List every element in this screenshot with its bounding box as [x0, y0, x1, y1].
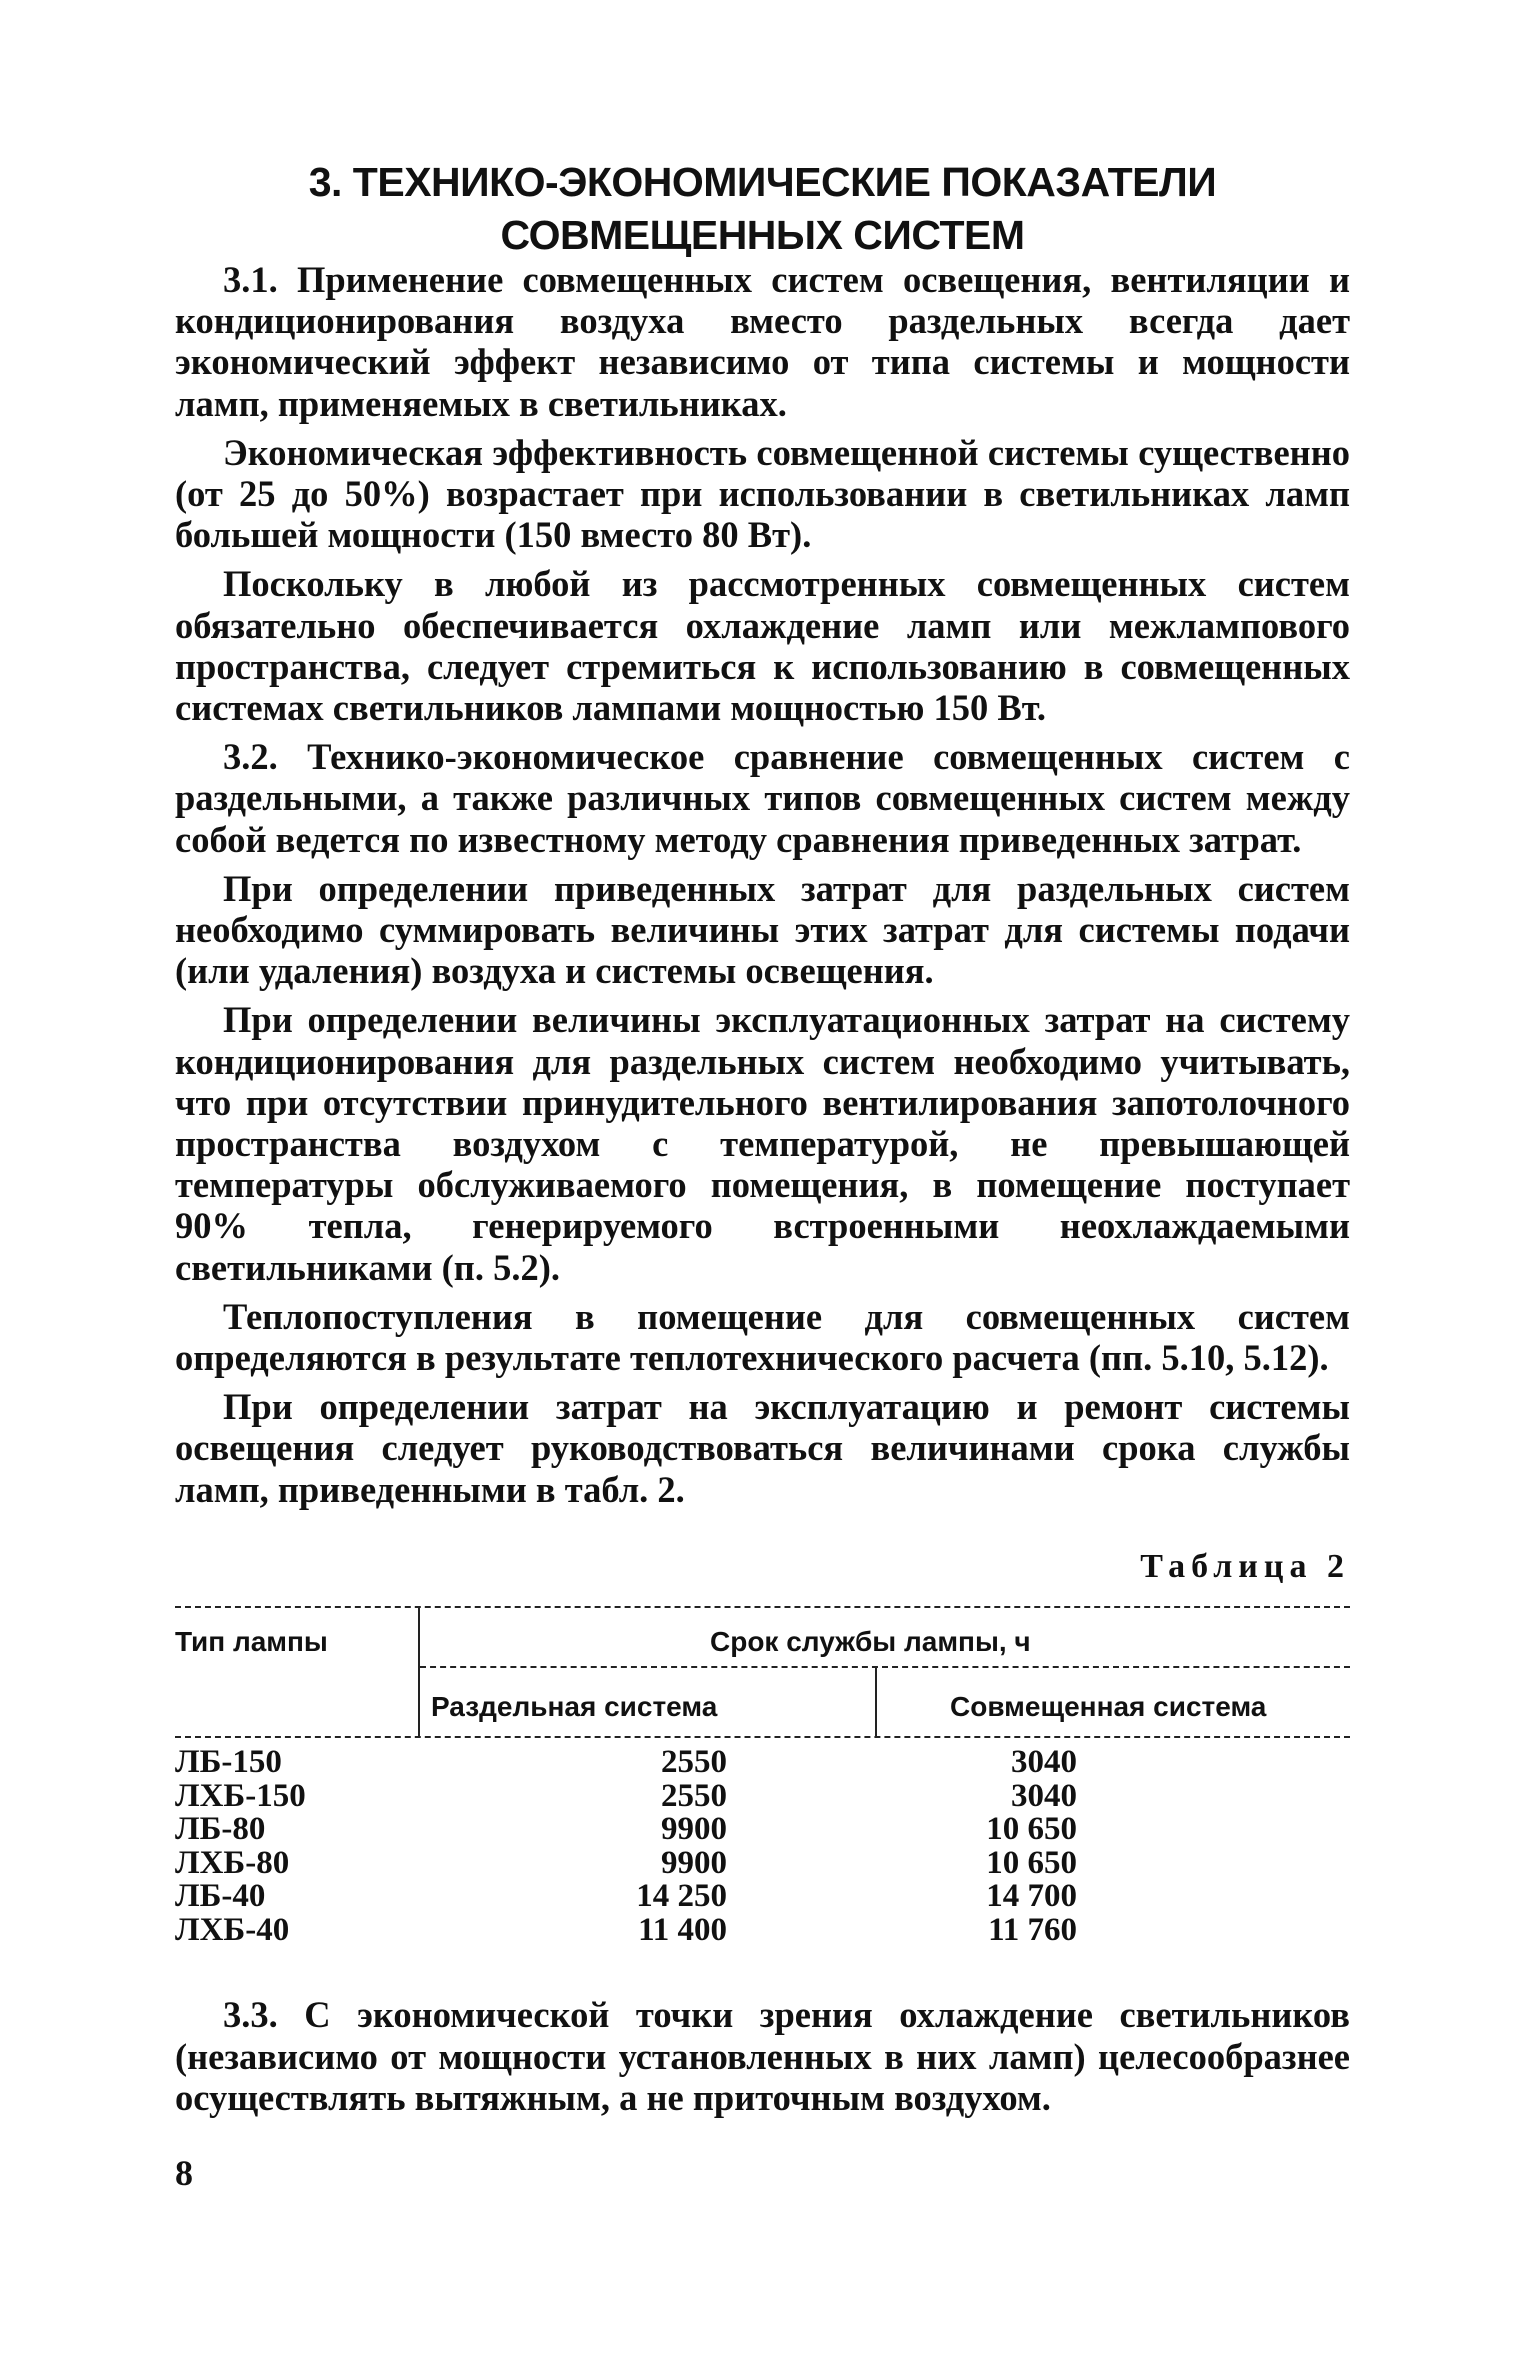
paragraph: При определении приведенных затрат для раздельных систем необходимо суммировать величины этих затрат для системы подачи (или удаления) воздуха и системы освещения.: [175, 867, 1350, 992]
table-row: [175, 1844, 1350, 1881]
cell-combined: 11 760: [988, 1911, 1077, 1948]
table-column-divider: [418, 1606, 420, 1736]
table-column-divider: [875, 1668, 877, 1736]
cell-separate: 14 250: [636, 1878, 727, 1914]
table-caption: Таблица 2: [1140, 1548, 1350, 1585]
cell-combined: 10 650: [986, 1844, 1077, 1881]
header-combined-system: Совмещенная система: [950, 1691, 1267, 1722]
cell-lamp: ЛХБ-40: [175, 1911, 290, 1948]
cell-lamp: ЛБ-40: [175, 1878, 266, 1914]
cell-lamp: ЛХБ-80: [175, 1844, 290, 1881]
table-row: [175, 1777, 1350, 1814]
heading-line-1: 3. ТЕХНИКО-ЭКОНОМИЧЕСКИЕ ПОКАЗАТЕЛИ: [308, 159, 1217, 205]
paragraph: При определении затрат на эксплуатацию и ремонт системы освещения следует руководствоваться величинами срока службы ламп, приведенными в табл. 2.: [175, 1386, 1350, 1510]
cell-combined: 3040: [1011, 1777, 1077, 1814]
section-3-3: [175, 1994, 1350, 2119]
table-row: [175, 1813, 1350, 1847]
heading-line-2: СОВМЕЩЕННЫХ СИСТЕМ: [500, 212, 1025, 258]
cell-separate: 9900: [661, 1844, 727, 1881]
cell-combined: 10 650: [986, 1811, 1077, 1847]
cell-separate: 2550: [661, 1777, 727, 1814]
paragraph: Поскольку в любой из рассмотренных совмещенных систем обязательно обеспечивается охлаждение ламп или межлампового пространства, следует стремиться к использованию в совмещенных системах светильников лампами мощностью 150 Вт.: [175, 563, 1350, 729]
paragraph: 3.1. Применение совмещенных систем освещения, вентиляции и кондиционирования воздуха вместо раздельных всегда дает экономический эффект независимо от типа системы и мощности ламп, применяемых в светильниках.: [175, 259, 1350, 424]
cell-combined: 14 700: [986, 1878, 1077, 1914]
paragraph: 3.2. Технико-экономическое сравнение совмещенных систем с раздельными, а также различных типов совмещенных систем между собой ведется по известному методу сравнения приведенных затрат.: [175, 736, 1350, 860]
paragraph: Теплопоступления в помещение для совмещенных систем определяются в результате теплотехнического расчета (пп. 5.10, 5.12).: [175, 1295, 1350, 1379]
cell-separate: 11 400: [638, 1911, 727, 1948]
paragraph: При определении величины эксплуатационных затрат на систему кондиционирования для раздельных систем необходимо учитывать, что при отсутствии принудительного вентилирования запотолочного пространства воздухом с температурой, не превышающей температуры обслуживаемого помещения, в помещение поступает 90% тепла, генерируемого встроенными неохлаждаемыми светильниками (п. 5.2).: [175, 999, 1350, 1288]
table-row: [175, 1911, 1350, 1948]
paragraph: Экономическая эффективность совмещенной системы существенно (от 25 до 50%) возрастает при использовании в светильниках ламп большей мощности (150 вместо 80 Вт).: [175, 431, 1350, 556]
paragraph: 3.3. С экономической точки зрения охлаждение светильников (независимо от мощности установленных в них ламп) целесообразнее осуществлять вытяжным, а не приточным воздухом.: [175, 1994, 1350, 2118]
header-lifetime: Срок службы лампы, ч: [710, 1626, 1031, 1657]
cell-lamp: ЛБ-80: [175, 1811, 266, 1847]
section-heading: [175, 156, 1350, 262]
cell-combined: 3040: [1011, 1744, 1077, 1780]
cell-separate: 9900: [661, 1811, 727, 1847]
cell-lamp: ЛБ-150: [175, 1744, 282, 1780]
header-lamp-type: Тип лампы: [175, 1626, 328, 1657]
cell-lamp: ЛХБ-150: [175, 1777, 306, 1814]
page-number: 8: [175, 2153, 193, 2193]
table-body: [175, 1746, 1350, 1947]
body-text: [175, 259, 1350, 1518]
lamp-lifetime-table: [175, 1606, 1350, 1986]
table-row: [175, 1746, 1350, 1780]
header-separate-system: Раздельная система: [431, 1691, 718, 1722]
table-row: [175, 1880, 1350, 1914]
cell-separate: 2550: [661, 1744, 727, 1780]
table-head-bottom-rule: [175, 1736, 1350, 1738]
table-top-rule: [175, 1606, 1350, 1608]
table-header-rule: [420, 1666, 1350, 1668]
